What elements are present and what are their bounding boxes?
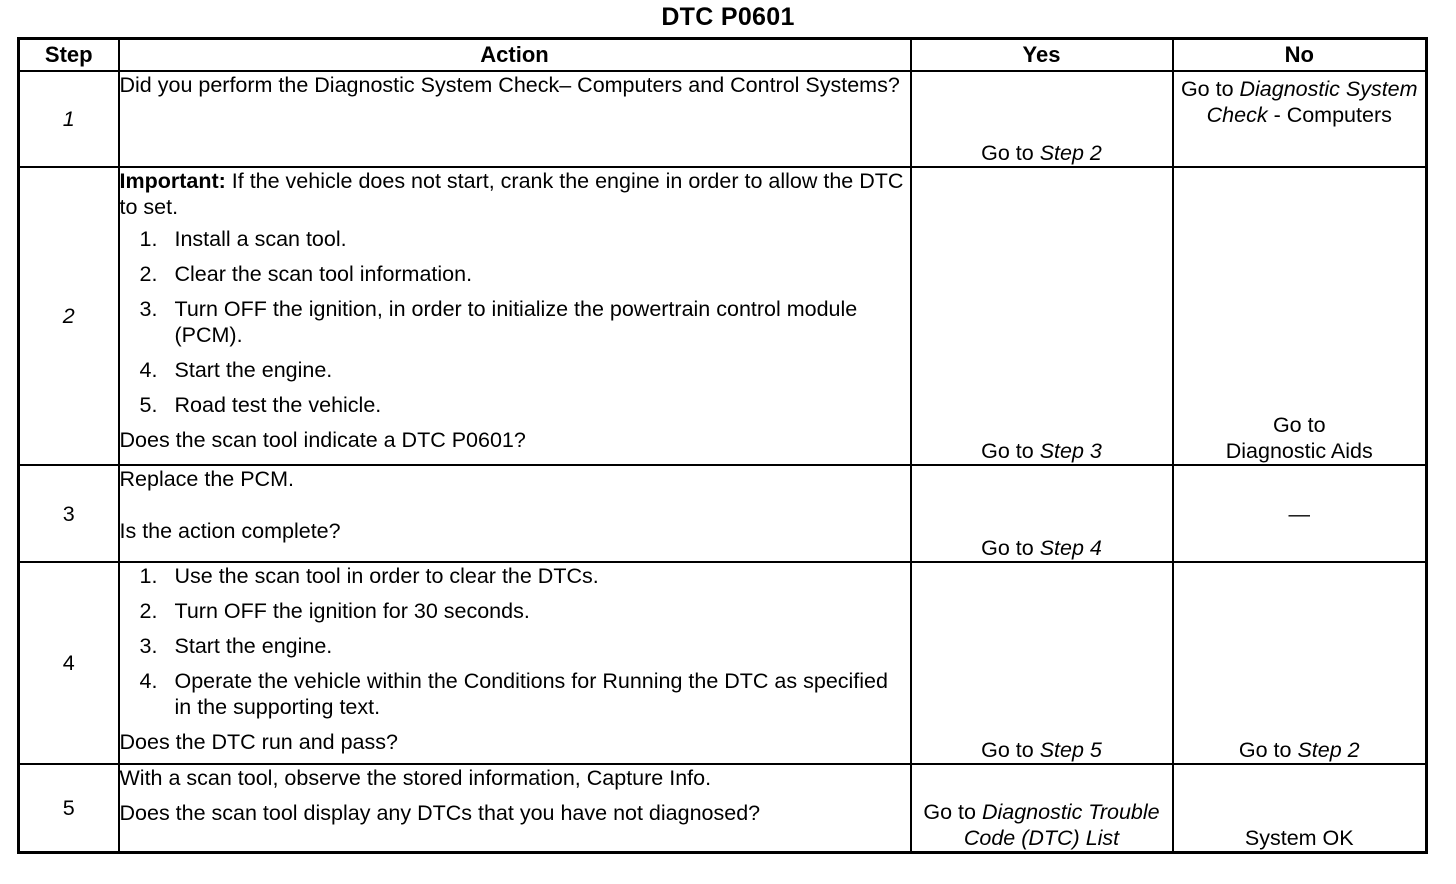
no-suffix: - Computers [1267,103,1392,127]
yes-link[interactable]: Step 5 [1039,738,1102,762]
question-text: Does the scan tool indicate a DTC P0601? [119,428,526,452]
action-cell [119,465,911,562]
no-cell [1173,167,1427,465]
yes-cell [911,465,1173,562]
page-title: DTC P0601 [661,3,795,31]
action-cell [119,764,911,853]
list-item: 3. Start the engine. [139,634,333,658]
action-text: With a scan tool, observe the stored information, Capture Info. [119,766,712,790]
step-number: 5 [19,764,119,853]
header-no: No [1173,39,1427,72]
header-action: Action [119,39,911,72]
no-link[interactable]: Diagnostic Aids [1225,439,1373,463]
table-row [19,764,1427,853]
yes-prefix: Go to [923,800,982,824]
step-number: 3 [19,465,119,562]
yes-cell [911,71,1173,167]
action-cell [119,167,911,465]
yes-link[interactable]: Diagnostic Trouble Code (DTC) List [963,800,1160,850]
no-text: System OK [1244,826,1354,850]
procedure-list [120,563,910,720]
no-text: — [1288,501,1310,526]
list-item: 1. Install a scan tool. [139,227,347,251]
yes-cell [911,562,1173,764]
list-item: 4. Start the engine. [139,358,333,382]
question-text: Does the scan tool display any DTCs that you have not diagnosed? [119,801,761,825]
question-text: Is the action complete? [119,519,341,543]
yes-link[interactable]: Step 4 [1039,536,1102,560]
list-item: 3. Turn OFF the ignition, in order to initialize the powertrain control module (PCM). [139,297,858,347]
no-link[interactable]: Step 2 [1297,738,1360,762]
list-item: 2. Turn OFF the ignition for 30 seconds. [139,599,530,623]
no-prefix: Go to [1238,738,1298,762]
yes-link[interactable]: Step 3 [1039,439,1102,463]
no-line1: Go to [1272,413,1326,437]
action-cell [119,71,911,167]
list-item: 1. Use the scan tool in order to clear the DTCs. [139,564,599,588]
action-cell [119,562,911,764]
yes-cell [911,764,1173,853]
header-step: Step [19,39,119,72]
yes-prefix: Go to [981,439,1040,463]
no-cell [1173,764,1427,853]
yes-link[interactable]: Step 2 [1039,141,1102,165]
procedure-list [120,226,910,418]
step-number: 4 [19,562,119,764]
important-label: Important: [119,169,226,193]
table-row [19,562,1427,764]
diagnostic-table [17,37,1428,854]
step-number: 2 [19,167,119,465]
header-yes: Yes [911,39,1173,72]
yes-cell [911,167,1173,465]
table-row [19,465,1427,562]
table-row [19,71,1427,167]
important-note [120,168,910,220]
step-number: 1 [19,71,119,167]
important-text: If the vehicle does not start, crank the engine in order to allow the DTC to set. [119,169,904,219]
action-text: Did you perform the Diagnostic System Check– Computers and Control Systems? [119,73,900,97]
no-cell [1173,465,1427,562]
yes-prefix: Go to [981,141,1040,165]
table-header-row [19,39,1427,72]
list-item: 2. Clear the scan tool information. [139,262,473,286]
no-cell [1173,71,1427,167]
list-item: 4. Operate the vehicle within the Conditions for Running the DTC as specified in the supporting text. [139,669,888,719]
action-text: Replace the PCM. [119,467,294,491]
question-text: Does the DTC run and pass? [119,730,398,754]
no-prefix: Go to [1180,77,1240,101]
no-cell [1173,562,1427,764]
yes-prefix: Go to [981,536,1040,560]
table-row [19,167,1427,465]
no-link[interactable]: Diagnostic System Check [1206,77,1418,127]
list-item: 5. Road test the vehicle. [139,393,382,417]
yes-prefix: Go to [981,738,1040,762]
